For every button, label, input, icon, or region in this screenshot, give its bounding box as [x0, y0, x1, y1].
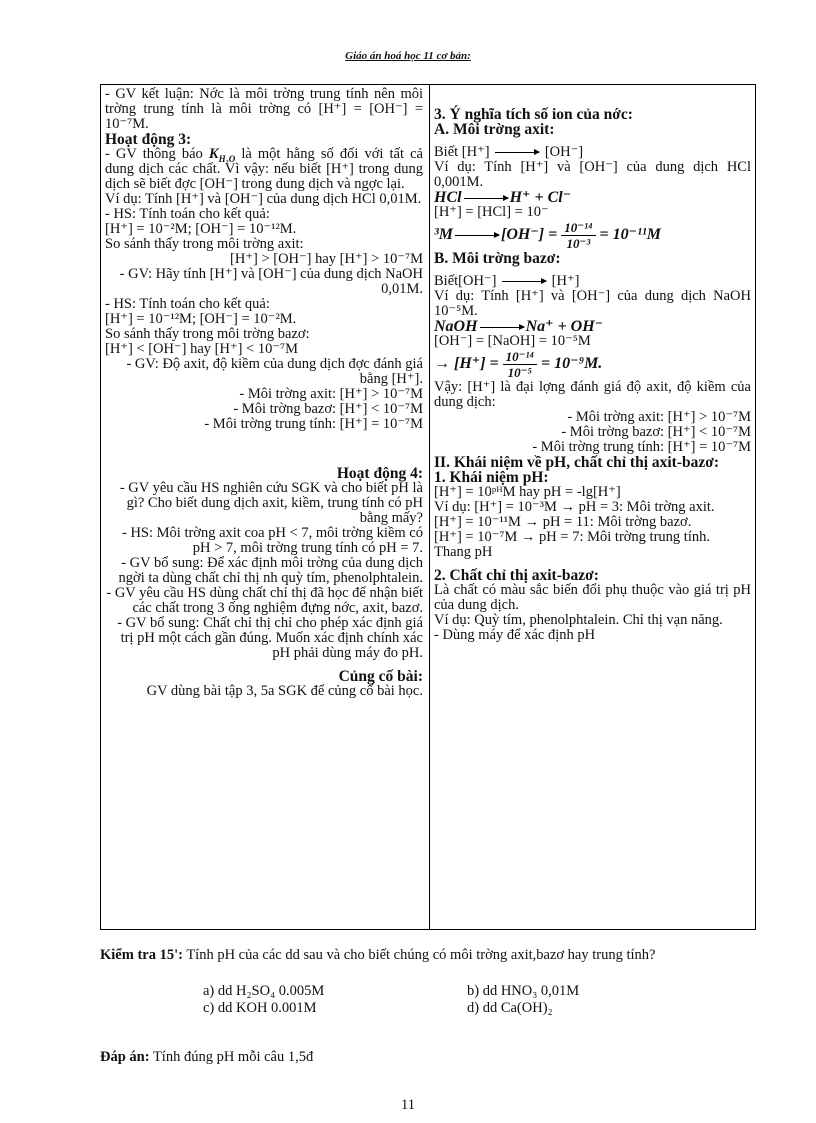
kw-symbol: $K_{H_2O}$	[208, 146, 236, 164]
equation-oh: ³M [OH⁻] = $\frac{\text{10⁻¹⁴}}{\text{10⁻³}}$ = 10⁻¹¹M	[434, 220, 661, 251]
right-r9: - Môi trờng bazơ: [H⁺] < 10⁻⁷M	[561, 424, 751, 440]
arrow-icon	[502, 281, 546, 282]
left-p22: GV dùng bài tập 3, 5a SGK để củng cố bài học.	[146, 683, 423, 699]
teacher-student-column	[105, 87, 423, 699]
left-p18: - HS: Môi trờng axit coa pH < 7, môi trờng kiềm có pH > 7, môi trờng trung tính có pH = 7.	[122, 525, 423, 556]
right-r6: [OH⁻] = [NaOH] = 10⁻⁵M	[434, 333, 591, 349]
section-3-heading: 3. Ý nghĩa tích số ion của nớc:	[434, 106, 633, 123]
right-r8: - Môi trờng axit: [H⁺] > 10⁻⁷M	[567, 409, 751, 425]
page-header: Giáo án hoá học 11 cơ bản:	[345, 50, 471, 62]
indicator-heading: 2. Chất chỉ thị axit-bazơ:	[434, 567, 599, 584]
acid-env-heading: A. Môi trờng axit:	[434, 121, 555, 138]
arrow-icon	[455, 235, 499, 236]
left-p12: [H⁺] < [OH⁻] hay [H⁺] < 10⁻⁷M	[105, 341, 298, 357]
column-divider	[429, 85, 430, 929]
answer-key: Đáp án: Tính đúng pH mỗi câu 1,5đ	[100, 1049, 314, 1065]
test-prompt: Kiểm tra 15': Tính pH của các dd sau và cho biết chúng có môi trờng axit,bazơ hay trung tính?	[100, 947, 656, 963]
equation-naoh: NaOH Na⁺ + OH⁻	[434, 318, 604, 335]
option-c: c) dd KOH 0.001M	[203, 1000, 317, 1016]
consolidation-heading: Củng cố bài:	[338, 668, 423, 685]
equation-hcl: HCl H⁺ + Cl⁻	[434, 189, 572, 206]
left-p16: - Môi trờng trung tính: [H⁺] = 10⁻⁷M	[204, 416, 423, 432]
left-p9: - HS: Tính toán cho kết quả:	[105, 296, 270, 312]
left-p10: [H⁺] = 10⁻¹²M; [OH⁻] = 10⁻²M.	[105, 311, 297, 327]
left-p6: So sánh thấy trong môi trờng axit:	[105, 236, 304, 252]
right-r4: Biết[OH⁻] [H⁺]	[434, 273, 580, 289]
option-a: a) dd H₂SO₄ 0.005M	[203, 983, 325, 999]
content-column	[434, 87, 751, 643]
left-p11: So sánh thấy trong môi trờng bazơ:	[105, 326, 310, 342]
right-r13: [H⁺] = 10⁻¹¹M → pH = 11: Môi trờng bazơ.	[434, 514, 692, 530]
activity-3-heading: Hoạt động 3:	[105, 131, 192, 148]
right-r18: - Dùng máy để xác định pH	[434, 627, 596, 643]
right-r12: Ví dụ: [H⁺] = 10⁻³M → pH = 3: Môi trờng axit.	[434, 499, 715, 515]
option-d: d) dd Ca(OH)₂	[467, 1000, 553, 1016]
left-p8: - GV: Hãy tính [H⁺] và [OH⁻] của dung dịch NaOH 0,01M.	[119, 266, 423, 297]
left-p3: Ví dụ: Tính [H⁺] và [OH⁻] của dung dịch HCl 0,01M.	[105, 191, 422, 207]
right-r11: [H⁺] = 10ᵖᴴM hay pH = -lg[H⁺]	[434, 484, 621, 500]
base-env-heading: B. Môi trờng bazơ:	[434, 250, 561, 267]
right-r10: - Môi trờng trung tính: [H⁺] = 10⁻⁷M	[532, 439, 751, 455]
left-p13: - GV: Độ axit, độ kiềm của dung dịch đợc đánh giá bằng [H⁺].	[126, 356, 423, 387]
left-p5: [H⁺] = 10⁻²M; [OH⁻] = 10⁻¹²M.	[105, 221, 297, 237]
right-r3: [H⁺] = [HCl] = 10⁻	[434, 204, 549, 220]
right-r5: Ví dụ: Tính [H⁺] và [OH⁻] của dung dịch NaOH 10⁻⁵M.	[434, 288, 751, 319]
right-r7: Vậy: [H⁺] là đại lợng đánh giá độ axit, độ kiềm của dung dịch:	[434, 379, 751, 410]
page-number: 11	[401, 1097, 415, 1113]
left-p7: [H⁺] > [OH⁻] hay [H⁺] > 10⁻⁷M	[230, 251, 423, 267]
left-p1: - GV kết luận: Nớc là môi trờng trung tính nên môi trờng trung tính là môi trờng có [H⁺] = [OH⁻] = 10⁻⁷M.	[105, 86, 423, 132]
equation-h: → [H⁺] = $\frac{\text{10⁻¹⁴}}{\text{10⁻⁵}}$ = 10⁻⁹M.	[434, 349, 603, 380]
right-r15: Thang pH	[434, 544, 493, 560]
right-r17: Ví dụ: Quỳ tím, phenolphtalein. Chỉ thị vạn năng.	[434, 612, 723, 628]
left-p15: - Môi trờng bazơ: [H⁺] < 10⁻⁷M	[233, 401, 423, 417]
left-p2: - GV thông báo $K_{H_2O}$ là một hằng số đối với tất cả dung dịch các chất. Vì vậy: nếu biết [H⁺] trong dung dịch sẽ biết đợc [OH⁻] trong dung dịch và ngợc lại.	[105, 146, 423, 192]
left-p17: - GV yêu cầu HS nghiên cứu SGK và cho biết pH là gì? Cho biết dung dịch axit, kiềm, trung tính có pH bằng mấy?	[119, 480, 423, 526]
left-p21: - GV bổ sung: Chất chỉ thị chỉ cho phép xác định giá trị pH một cách gần đúng. Muốn xác định chính xác pH phải dùng máy đo pH.	[117, 615, 423, 661]
left-p14: - Môi trờng axit: [H⁺] > 10⁻⁷M	[239, 386, 423, 402]
left-p4: - HS: Tính toán cho kết quả:	[105, 206, 270, 222]
left-p20: - GV yêu cầu HS dùng chất chỉ thị đã học để nhận biết các chất trong 3 ống nghiệm đựng nớc, axit, bazơ.	[106, 585, 423, 616]
right-r16: Là chất có màu sắc biến đổi phụ thuộc vào giá trị pH của dung dịch.	[434, 582, 751, 613]
arrow-icon	[480, 327, 524, 328]
right-r2: Ví dụ: Tính [H⁺] và [OH⁻] của dung dịch HCl 0,001M.	[434, 159, 751, 190]
activity-4-heading: Hoạt động 4:	[336, 465, 423, 482]
arrow-icon	[464, 198, 508, 199]
left-p19: - GV bổ sung: Để xác định môi trờng của dung dịch ngời ta dùng chất chỉ thị nh quỳ tím, phenolphtalein.	[118, 555, 423, 586]
ph-concept-heading: 1. Khái niệm pH:	[434, 469, 549, 486]
option-b: b) dd HNO₃ 0,01M	[467, 983, 580, 999]
right-r1: Biết [H⁺] [OH⁻]	[434, 144, 584, 160]
section-2-heading: II. Khái niệm về pH, chất chỉ thị axit-bazơ:	[434, 454, 720, 471]
lesson-table	[100, 84, 756, 930]
right-r14: [H⁺] = 10⁻⁷M → pH = 7: Môi trờng trung tính.	[434, 529, 710, 545]
arrow-icon	[495, 152, 539, 153]
